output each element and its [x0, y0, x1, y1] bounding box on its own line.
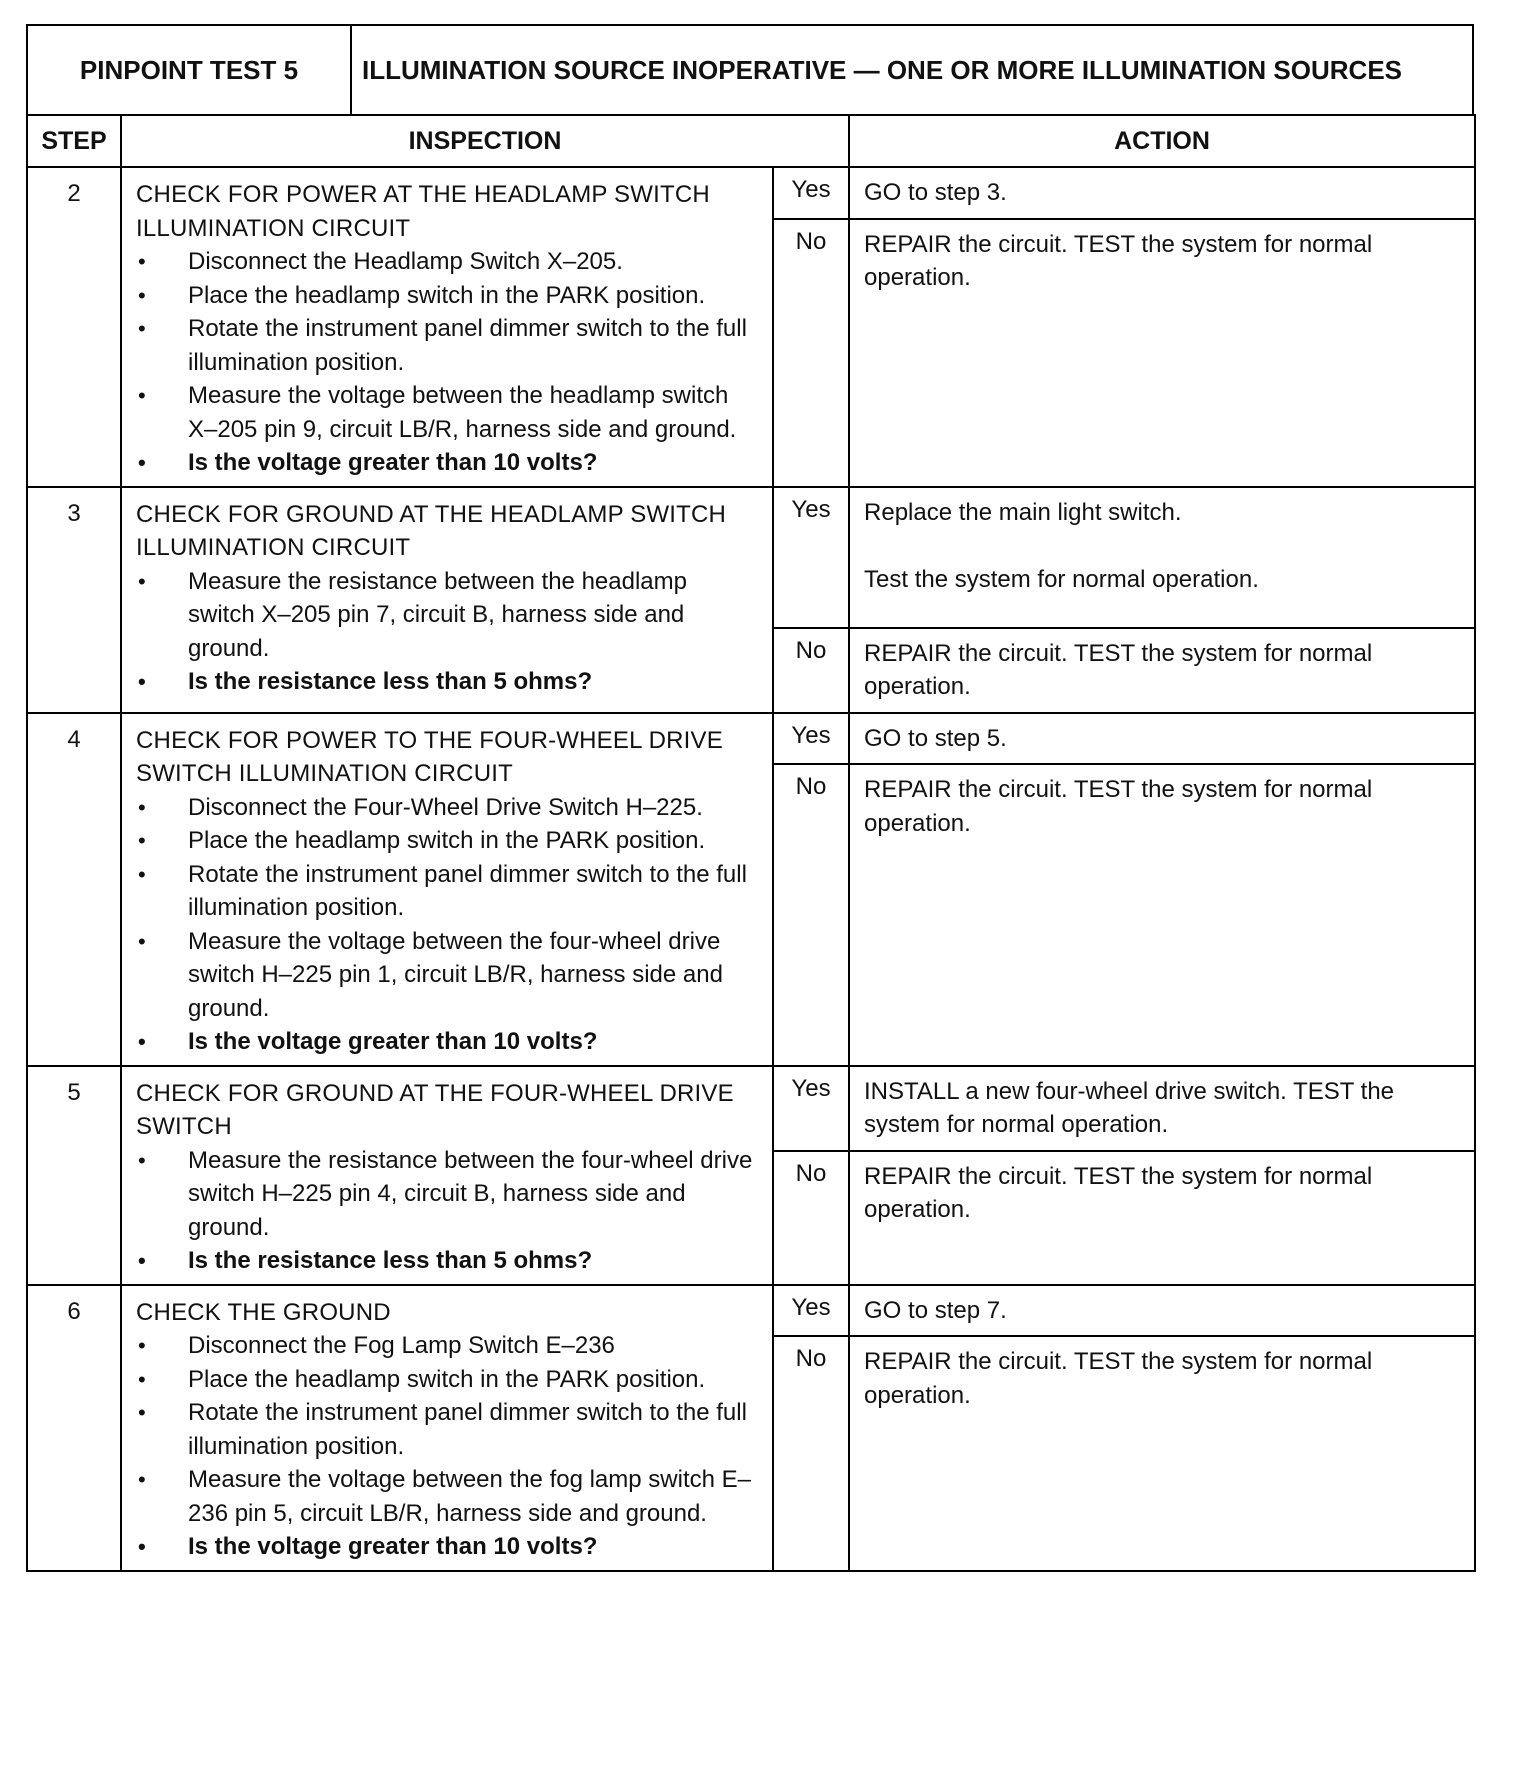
inspection-list	[136, 1144, 758, 1278]
inspection-title: CHECK FOR POWER TO THE FOUR-WHEEL DRIVE SWITCH ILLUMINATION CIRCUIT	[136, 726, 723, 787]
col-inspection-header: INSPECTION	[121, 115, 849, 167]
test-id: PINPOINT TEST 5	[27, 25, 351, 115]
no-action: REPAIR the circuit. TEST the system for normal operation.	[849, 219, 1475, 487]
yes-action-line: Test the system for normal operation.	[864, 566, 1259, 593]
step-number: 2	[27, 167, 121, 487]
inspection-item: • Rotate the instrument panel dimmer switch to the full illumination position.	[136, 312, 758, 379]
step-number: 4	[27, 713, 121, 1066]
inspection-item: • Place the headlamp switch in the PARK position.	[136, 279, 758, 313]
inspection-question: • Is the voltage greater than 10 volts?	[136, 1025, 758, 1059]
inspection-item: • Measure the voltage between the four-wheel drive switch H–225 pin 1, circuit LB/R, harness side and ground.	[136, 925, 758, 1026]
yes-action: GO to step 5.	[849, 713, 1475, 765]
no-action: REPAIR the circuit. TEST the system for normal operation.	[849, 1336, 1475, 1571]
inspection-list	[136, 565, 758, 699]
inspection-item: • Disconnect the Four-Wheel Drive Switch H–225.	[136, 791, 758, 825]
no-action: REPAIR the circuit. TEST the system for normal operation.	[849, 1151, 1475, 1285]
yes-label: Yes	[773, 167, 849, 219]
inspection-cell	[121, 713, 773, 1066]
col-step-header: STEP	[27, 115, 121, 167]
yes-action	[849, 487, 1475, 628]
inspection-question: • Is the resistance less than 5 ohms?	[136, 665, 758, 699]
inspection-question: • Is the resistance less than 5 ohms?	[136, 1244, 758, 1278]
title-table	[26, 24, 1474, 116]
step-row	[27, 167, 1475, 487]
inspection-item: • Rotate the instrument panel dimmer switch to the full illumination position.	[136, 1396, 758, 1463]
step-row	[27, 713, 1475, 1066]
inspection-item: • Disconnect the Fog Lamp Switch E–236	[136, 1329, 758, 1363]
inspection-title: CHECK FOR GROUND AT THE HEADLAMP SWITCH ILLUMINATION CIRCUIT	[136, 500, 727, 561]
inspection-item: • Place the headlamp switch in the PARK position.	[136, 1363, 758, 1397]
no-action: REPAIR the circuit. TEST the system for normal operation.	[849, 764, 1475, 1066]
yes-action: GO to step 7.	[849, 1285, 1475, 1337]
no-label: No	[773, 1151, 849, 1285]
no-label: No	[773, 219, 849, 487]
yes-label: Yes	[773, 1066, 849, 1151]
step-row	[27, 1285, 1475, 1571]
no-label: No	[773, 1336, 849, 1571]
column-header-row	[27, 115, 1475, 167]
inspection-item: • Measure the voltage between the headlamp switch X–205 pin 9, circuit LB/R, harness side and ground.	[136, 379, 758, 446]
step-row	[27, 1066, 1475, 1285]
inspection-cell	[121, 167, 773, 487]
inspection-item: • Measure the resistance between the headlamp switch X–205 pin 7, circuit B, harness side and ground.	[136, 565, 758, 666]
inspection-title: CHECK FOR GROUND AT THE FOUR-WHEEL DRIVE SWITCH	[136, 1079, 734, 1140]
inspection-list	[136, 245, 758, 480]
inspection-item: • Rotate the instrument panel dimmer switch to the full illumination position.	[136, 858, 758, 925]
inspection-cell	[121, 1066, 773, 1285]
yes-action-line: Replace the main light switch.	[864, 498, 1182, 526]
yes-label: Yes	[773, 713, 849, 765]
yes-action: GO to step 3.	[849, 167, 1475, 219]
yes-action: INSTALL a new four-wheel drive switch. TEST the system for normal operation.	[849, 1066, 1475, 1151]
inspection-cell	[121, 487, 773, 713]
no-label: No	[773, 628, 849, 713]
inspection-list	[136, 1329, 758, 1564]
inspection-cell	[121, 1285, 773, 1571]
inspection-question: • Is the voltage greater than 10 volts?	[136, 1530, 758, 1564]
steps-table	[26, 114, 1476, 1572]
step-number: 6	[27, 1285, 121, 1571]
inspection-item: • Disconnect the Headlamp Switch X–205.	[136, 245, 758, 279]
inspection-item: • Place the headlamp switch in the PARK position.	[136, 824, 758, 858]
inspection-title: CHECK THE GROUND	[136, 1298, 391, 1326]
no-label: No	[773, 764, 849, 1066]
no-action: REPAIR the circuit. TEST the system for normal operation.	[849, 628, 1475, 713]
test-title: ILLUMINATION SOURCE INOPERATIVE — ONE OR MORE ILLUMINATION SOURCES	[351, 25, 1473, 115]
col-action-header: ACTION	[849, 115, 1475, 167]
inspection-title: CHECK FOR POWER AT THE HEADLAMP SWITCH ILLUMINATION CIRCUIT	[136, 181, 710, 242]
inspection-item: • Measure the resistance between the four-wheel drive switch H–225 pin 4, circuit B, harness side and ground.	[136, 1144, 758, 1245]
pinpoint-test-document	[26, 24, 1474, 1572]
inspection-question: • Is the voltage greater than 10 volts?	[136, 446, 758, 480]
step-row	[27, 487, 1475, 713]
yes-label: Yes	[773, 487, 849, 628]
step-number: 5	[27, 1066, 121, 1285]
inspection-list	[136, 791, 758, 1059]
yes-label: Yes	[773, 1285, 849, 1337]
step-number: 3	[27, 487, 121, 713]
inspection-item: • Measure the voltage between the fog lamp switch E–236 pin 5, circuit LB/R, harness side and ground.	[136, 1463, 758, 1530]
